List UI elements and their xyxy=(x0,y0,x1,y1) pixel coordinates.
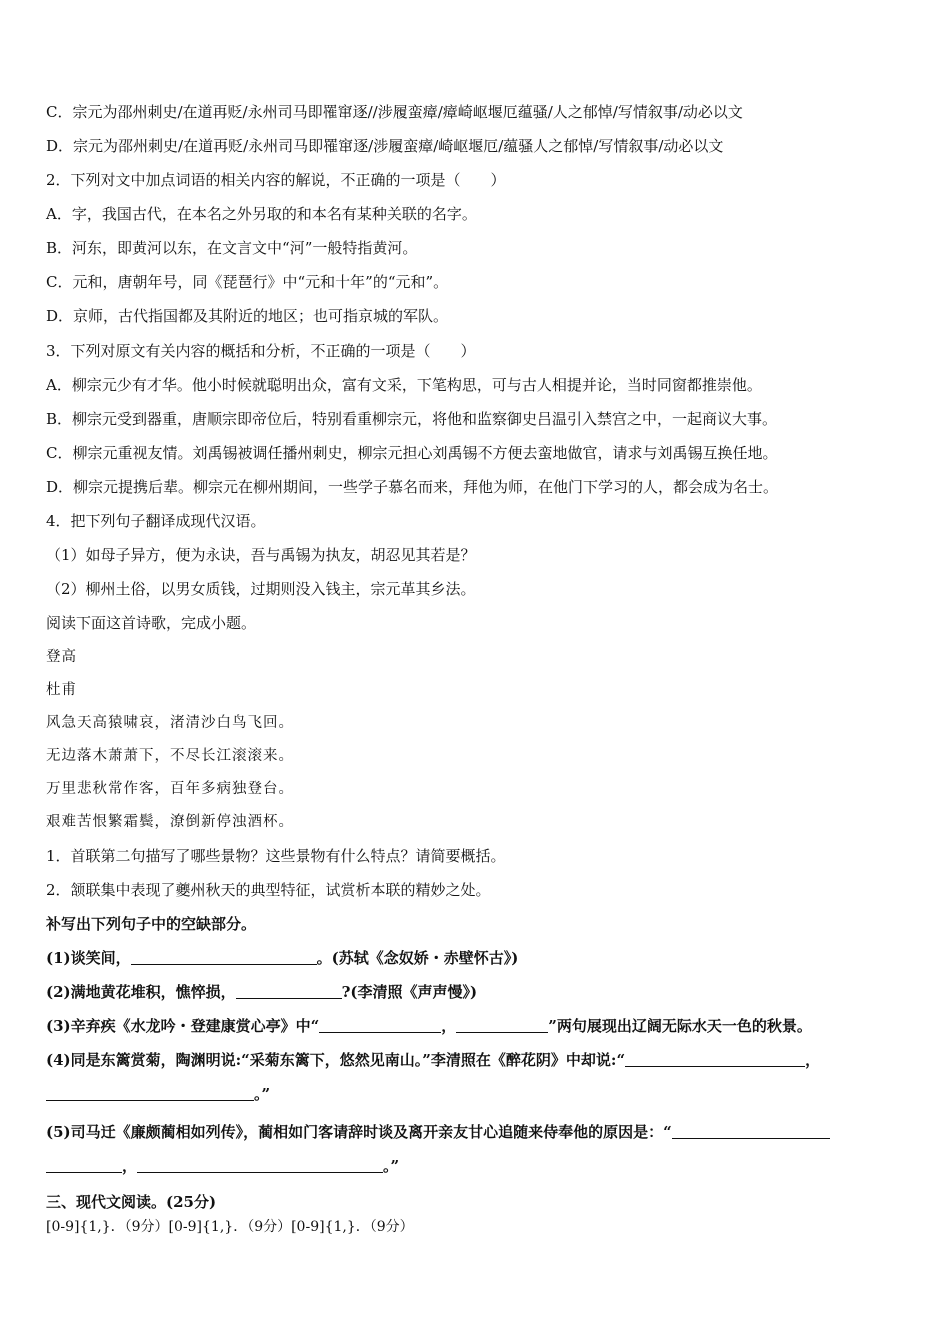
blank-line[interactable] xyxy=(456,1016,548,1033)
q2-stem: 2．下列对文中加点词语的相关内容的解说，不正确的一项是（ ） xyxy=(46,171,506,189)
blank-line[interactable] xyxy=(46,1084,254,1101)
fill-item-2: (2)满地黄花堆积，憔悴损， ?(李清照《声声慢》) xyxy=(46,983,478,1001)
fill-item-1: (1)谈笑间， 。(苏轼《念奴娇・赤壁怀古》) xyxy=(46,949,519,967)
q2-option-d: D．京师，古代指国都及其附近的地区；也可指京城的军队。 xyxy=(46,307,449,325)
q1-option-d: D．宗元为邵州刺史/在道再贬/永州司马即罹窜逐/涉履蛮瘴/崎岖堰厄/蕴骚人之郁悼/写情叙事/动必以文 xyxy=(46,137,724,155)
q1-option-c: C．宗元为邵州刺史/在道再贬/永州司马即罹窜逐//涉履蛮瘴/瘴崎岖堰厄蕴骚/人之郁悼/写情叙事/动必以文 xyxy=(46,103,743,121)
q3-option-c: C．柳宗元重视友情。刘禹锡被调任播州刺史，柳宗元担心刘禹锡不方便去蛮地做官，请求与刘禹锡互换任地。 xyxy=(46,444,778,462)
q3-option-a: A．柳宗元少有才华。他小时候就聪明出众，富有文采，下笔构思，可与古人相提并论，当时同窗都推崇他。 xyxy=(46,376,762,394)
poem-intro: 阅读下面这首诗歌，完成小题。 xyxy=(46,614,257,632)
q4-stem: 4．把下列句子翻译成现代汉语。 xyxy=(46,512,266,530)
blank-line[interactable] xyxy=(672,1122,830,1139)
q4-sentence-1: （1）如母子异方，便为永诀，吾与禹锡为执友，胡忍见其若是？ xyxy=(46,546,476,564)
q3-stem: 3．下列对原文有关内容的概括和分析，不正确的一项是（ ） xyxy=(46,342,476,360)
poem-line: 风急天高猿啸哀，渚清沙白鸟飞回。 xyxy=(46,715,294,731)
blank-line[interactable] xyxy=(236,982,342,999)
blank-line[interactable] xyxy=(131,948,317,965)
q4-sentence-2: （2）柳州土俗，以男女质钱，过期则没入钱主，宗元革其乡法。 xyxy=(46,580,476,598)
fill-item-5: (5)司马迁《廉颇蔺相如列传》，蔺相如门客请辞时谈及离开亲友甘心追随来侍奉他的原因是：“ xyxy=(46,1122,830,1142)
fill-item-3: (3)辛弃疾《水龙吟・登建康赏心亭》中“ ， ”两句展现出辽阔无际水天一色的秋景。 xyxy=(46,1017,812,1035)
q2-option-a: A．字，我国古代，在本名之外另取的和本名有某种关联的名字。 xyxy=(46,205,477,223)
poem-question-1: 1．首联第二句描写了哪些景物？这些景物有什么特点？请简要概括。 xyxy=(46,847,506,865)
section-3-items: [0-9]{1,}．（9分）[0-9]{1,}．（9分）[0-9]{1,}．（9分） xyxy=(46,1219,414,1235)
q2-option-c: C．元和，唐朝年号，同《琵琶行》中“元和十年”的“元和”。 xyxy=(46,273,449,291)
blank-line[interactable] xyxy=(46,1156,122,1173)
poem-author: 杜甫 xyxy=(46,682,77,698)
poem-title: 登高 xyxy=(46,649,77,665)
poem-line: 艰难苦恨繁霜鬓，潦倒新停浊酒杯。 xyxy=(46,814,294,830)
poem-question-2: 2．颔联集中表现了夔州秋天的典型特征，试赏析本联的精妙之处。 xyxy=(46,881,491,899)
fill-item-5-cont: ， 。” xyxy=(46,1156,399,1176)
q2-option-b: B．河东，即黄河以东，在文言文中“河”一般特指黄河。 xyxy=(46,239,418,257)
blank-line[interactable] xyxy=(319,1016,441,1033)
blank-line[interactable] xyxy=(137,1156,383,1173)
section-3-heading: 三、现代文阅读。(25分) xyxy=(46,1193,217,1211)
blank-line[interactable] xyxy=(625,1050,805,1067)
q3-option-d: D．柳宗元提携后辈。柳宗元在柳州期间，一些学子慕名而来，拜他为师，在他门下学习的人，都会成为名士。 xyxy=(46,478,779,496)
fill-heading: 补写出下列句子中的空缺部分。 xyxy=(46,915,257,933)
fill-item-4: (4)同是东篱赏菊，陶渊明说:“采菊东篱下，悠然见南山。”李清照在《醉花阴》中却说:“ ， xyxy=(46,1051,821,1069)
poem-line: 无边落木萧萧下，不尽长江滚滚来。 xyxy=(46,748,294,764)
poem-line: 万里悲秋常作客，百年多病独登台。 xyxy=(46,781,294,797)
q3-option-b: B．柳宗元受到器重，唐顺宗即帝位后，特别看重柳宗元，将他和监察御史吕温引入禁宫之中，一起商议大事。 xyxy=(46,410,778,428)
fill-item-4-cont: 。” xyxy=(46,1084,270,1104)
